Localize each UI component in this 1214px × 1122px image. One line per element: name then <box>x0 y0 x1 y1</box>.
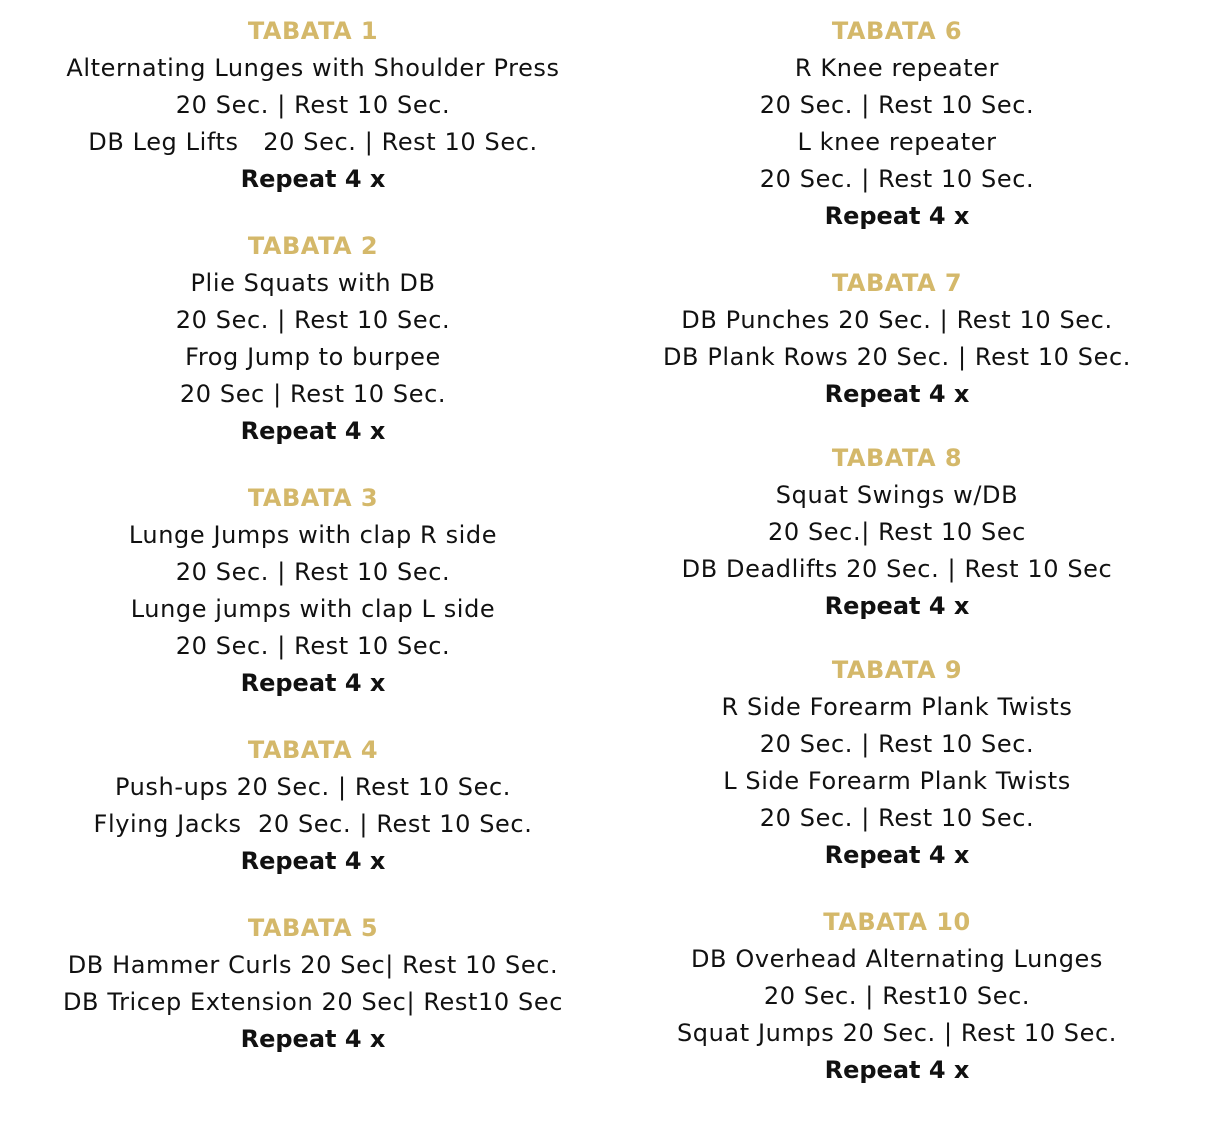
exercise-line: 20 Sec. | Rest 10 Sec. <box>759 804 1035 832</box>
exercise-line: 20 Sec. | Rest 10 Sec. <box>175 632 451 660</box>
exercise-line: 20 Sec. | Rest 10 Sec. <box>759 730 1035 758</box>
tabata-2-block <box>40 229 586 450</box>
exercise-line: Lunge Jumps with clap R side <box>128 521 498 549</box>
exercise-line: Plie Squats with DB <box>190 269 436 297</box>
exercise-line: 20 Sec. | Rest 10 Sec. <box>759 91 1035 119</box>
tabata-9-block <box>622 653 1172 874</box>
exercise-line: DB Tricep Extension 20 Sec| Rest10 Sec <box>62 988 564 1016</box>
repeat-label: Repeat 4 x <box>240 669 386 697</box>
exercise-line: 20 Sec. | Rest 10 Sec. <box>175 91 451 119</box>
tabata-1-block <box>40 14 586 198</box>
exercise-line: Lunge jumps with clap L side <box>130 595 496 623</box>
tabata-title: TABATA 1 <box>247 17 379 45</box>
tabata-title: TABATA 5 <box>247 914 379 942</box>
repeat-label: Repeat 4 x <box>240 417 386 445</box>
repeat-label: Repeat 4 x <box>824 841 970 869</box>
exercise-line: DB Deadlifts 20 Sec. | Rest 10 Sec <box>681 555 1113 583</box>
exercise-line: Squat Swings w/DB <box>775 481 1019 509</box>
exercise-line: Frog Jump to burpee <box>185 343 441 371</box>
repeat-label: Repeat 4 x <box>240 847 386 875</box>
exercise-line: R Knee repeater <box>794 54 1000 82</box>
tabata-6-block <box>622 14 1172 235</box>
tabata-title: TABATA 2 <box>247 232 379 260</box>
exercise-line: Push-ups 20 Sec. | Rest 10 Sec. <box>114 773 512 801</box>
repeat-label: Repeat 4 x <box>824 380 970 408</box>
tabata-title: TABATA 3 <box>247 484 379 512</box>
tabata-title: TABATA 4 <box>247 736 379 764</box>
exercise-line: 20 Sec | Rest 10 Sec. <box>179 380 447 408</box>
tabata-8-block <box>622 441 1172 625</box>
exercise-line: DB Hammer Curls 20 Sec| Rest 10 Sec. <box>67 951 559 979</box>
exercise-line: R Side Forearm Plank Twists <box>721 693 1073 721</box>
right-column <box>622 14 1172 1089</box>
exercise-line: 20 Sec. | Rest 10 Sec. <box>175 558 451 586</box>
repeat-label: Repeat 4 x <box>824 592 970 620</box>
repeat-label: Repeat 4 x <box>240 1025 386 1053</box>
exercise-line: L knee repeater <box>797 128 997 156</box>
tabata-title: TABATA 6 <box>831 17 963 45</box>
tabata-title: TABATA 10 <box>823 908 971 936</box>
tabata-title: TABATA 8 <box>831 444 963 472</box>
exercise-line: L Side Forearm Plank Twists <box>723 767 1071 795</box>
tabata-3-block <box>40 481 586 702</box>
tabata-4-block <box>40 733 586 880</box>
tabata-title: TABATA 7 <box>831 269 963 297</box>
exercise-line: 20 Sec. | Rest 10 Sec. <box>175 306 451 334</box>
exercise-line: Flying Jacks 20 Sec. | Rest 10 Sec. <box>93 810 533 838</box>
tabata-5-block <box>40 911 586 1058</box>
exercise-line: DB Leg Lifts 20 Sec. | Rest 10 Sec. <box>88 128 538 156</box>
repeat-label: Repeat 4 x <box>824 1056 970 1084</box>
exercise-line: DB Plank Rows 20 Sec. | Rest 10 Sec. <box>662 343 1132 371</box>
exercise-line: 20 Sec. | Rest 10 Sec. <box>759 165 1035 193</box>
tabata-title: TABATA 9 <box>831 656 963 684</box>
exercise-line: DB Overhead Alternating Lunges <box>690 945 1104 973</box>
tabata-10-block <box>622 905 1172 1089</box>
tabata-7-block <box>622 266 1172 413</box>
exercise-line: Squat Jumps 20 Sec. | Rest 10 Sec. <box>676 1019 1118 1047</box>
repeat-label: Repeat 4 x <box>824 202 970 230</box>
left-column <box>40 14 586 1058</box>
exercise-line: 20 Sec. | Rest10 Sec. <box>763 982 1031 1010</box>
repeat-label: Repeat 4 x <box>240 165 386 193</box>
exercise-line: Alternating Lunges with Shoulder Press <box>66 54 560 82</box>
exercise-line: DB Punches 20 Sec. | Rest 10 Sec. <box>681 306 1113 334</box>
exercise-line: 20 Sec.| Rest 10 Sec <box>768 518 1026 546</box>
